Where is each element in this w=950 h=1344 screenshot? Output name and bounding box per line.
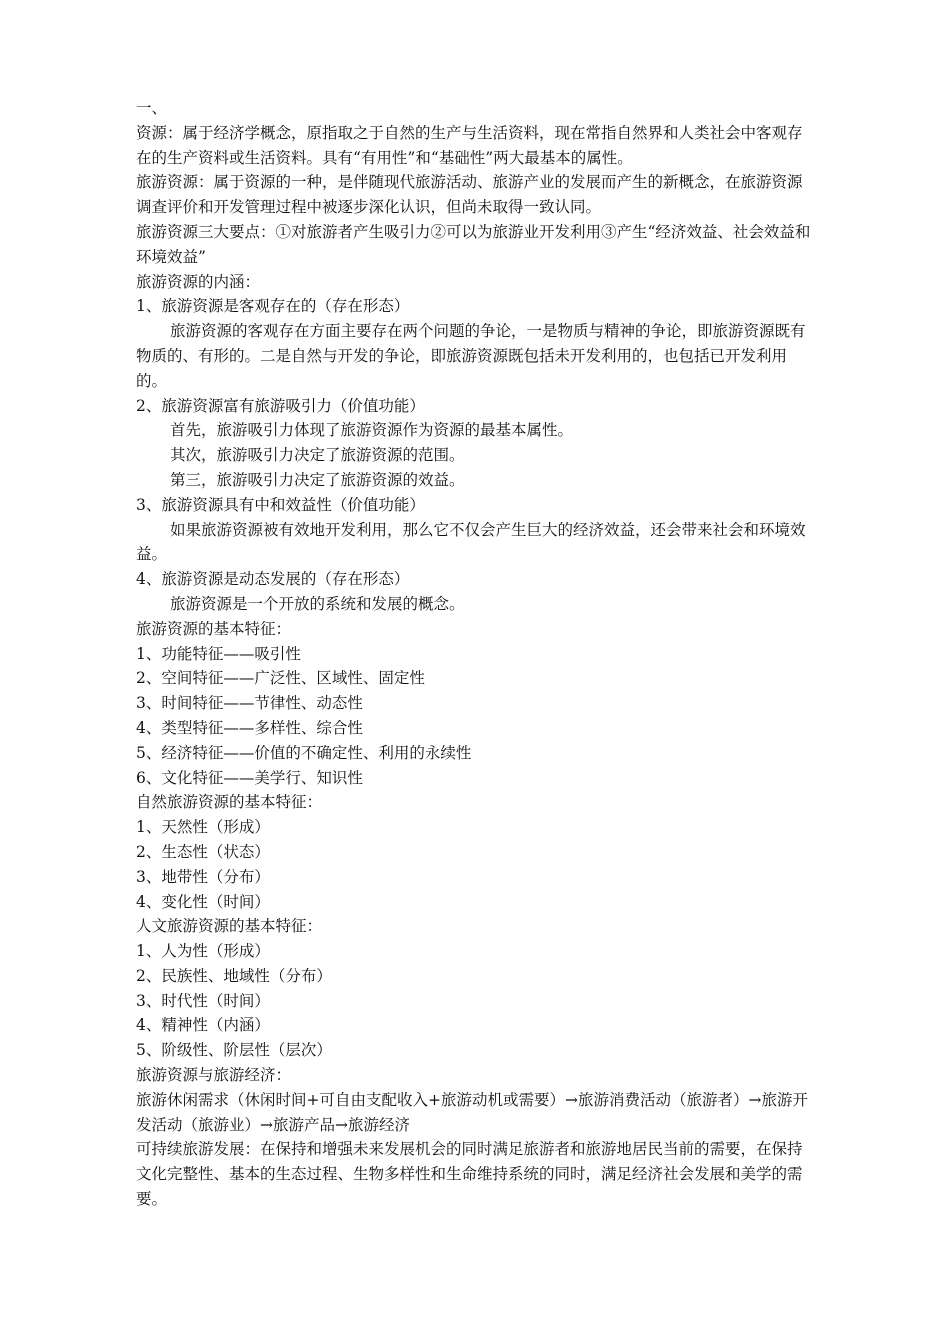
- paragraph: 第三，旅游吸引力决定了旅游资源的效益。: [170, 470, 465, 489]
- definition-sustainable-tourism: 可持续旅游发展：在保持和增强未来发展机会的同时满足旅游者和旅游地居民当前的需要，在保持文化完整性、基本的生态过程、生物多样性和生命维持系统的同时，满足经济社会发展和美学的需要。: [136, 1140, 803, 1209]
- paragraph: 旅游资源是一个开放的系统和发展的概念。: [170, 594, 465, 613]
- paragraph: 其次，旅游吸引力决定了旅游资源的范围。: [170, 446, 465, 465]
- list-item: 3、时间特征——节律性、动态性: [136, 694, 363, 713]
- subheading-natural-features: 自然旅游资源的基本特征：: [136, 793, 323, 812]
- list-item: 3、旅游资源具有中和效益性（价值功能）: [136, 495, 425, 514]
- list-item: 5、阶级性、阶层性（层次）: [136, 1041, 332, 1060]
- subheading-connotation: 旅游资源的内涵：: [136, 272, 261, 291]
- definition-tourism-resource: 旅游资源：属于资源的一种，是伴随现代旅游活动、旅游产业的发展而产生的新概念，在旅游资源调查评价和开发管理过程中被逐步深化认识，但尚未取得一致认同。: [136, 173, 803, 217]
- subheading-tourism-economy: 旅游资源与旅游经济：: [136, 1066, 292, 1085]
- subheading-cultural-features: 人文旅游资源的基本特征：: [136, 917, 323, 936]
- three-key-points: 旅游资源三大要点：①对旅游者产生吸引力②可以为旅游业开发利用③产生“经济效益、社会效益和环境效益”: [136, 222, 811, 266]
- list-item: 3、地带性（分布）: [136, 867, 270, 886]
- list-item: 4、精神性（内涵）: [136, 1016, 270, 1035]
- definition-resource: 资源：属于经济学概念，原指取之于自然的生产与生活资料，现在常指自然界和人类社会中客观存在的生产资料或生活资料。具有“有用性”和“基础性”两大最基本的属性。: [136, 123, 803, 167]
- subheading-basic-features: 旅游资源的基本特征：: [136, 619, 292, 638]
- list-item: 4、旅游资源是动态发展的（存在形态）: [136, 570, 410, 589]
- flow-description: 旅游休闲需求（休闲时间+可自由支配收入+旅游动机或需要）→旅游消费活动（旅游者）→旅游开发活动（旅游业）→旅游产品→旅游经济: [136, 1090, 808, 1134]
- list-item: 1、天然性（形成）: [136, 818, 270, 837]
- list-item: 6、文化特征——美学行、知识性: [136, 768, 363, 787]
- list-item: 1、功能特征——吸引性: [136, 644, 301, 663]
- list-item: 4、类型特征——多样性、综合性: [136, 718, 363, 737]
- list-item: 2、生态性（状态）: [136, 842, 270, 861]
- paragraph: 旅游资源的客观存在方面主要存在两个问题的争论，一是物质与精神的争论，即旅游资源既有物质的、有形的。二是自然与开发的争论，即旅游资源既包括未开发利用的，也包括已开发利用的。: [136, 322, 806, 390]
- list-item: 2、空间特征——广泛性、区域性、固定性: [136, 669, 425, 688]
- list-item: 5、经济特征——价值的不确定性、利用的永续性: [136, 743, 472, 762]
- paragraph: 如果旅游资源被有效地开发利用，那么它不仅会产生巨大的经济效益，还会带来社会和环境效益。: [136, 520, 806, 564]
- document-page: [136, 96, 816, 1212]
- list-item: 3、时代性（时间）: [136, 991, 270, 1010]
- list-item: 2、旅游资源富有旅游吸引力（价值功能）: [136, 396, 425, 415]
- list-item: 4、变化性（时间）: [136, 892, 270, 911]
- list-item: 1、旅游资源是客观存在的（存在形态）: [136, 297, 410, 316]
- list-item: 2、民族性、地域性（分布）: [136, 966, 332, 985]
- section-heading: 一、: [136, 99, 168, 117]
- paragraph: 首先，旅游吸引力体现了旅游资源作为资源的最基本属性。: [170, 421, 574, 440]
- list-item: 1、人为性（形成）: [136, 942, 270, 961]
